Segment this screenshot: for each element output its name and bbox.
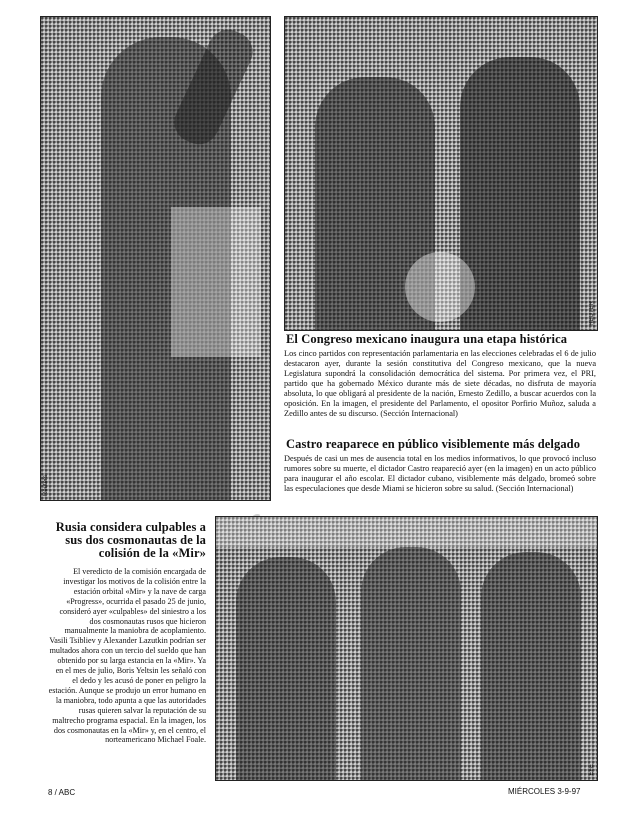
photo-castro [40, 16, 271, 501]
body-rusia: El veredicto de la comisión encargada de investigar los motivos de la colisión entre la estación orbital «Mir» y la nave de carga «Progress», ocurrida el pasado 25 de junio, consideró ayer «culpables» del siniestro a los dos cosmonautas rusos que hicieron manualmente la maniobra de acoplamiento. Vasili Tsibliev y Alexander Lazutkin podrían ser multados ahora con un tercio del sueldo que han obtenido por su larga estancia en la «Mir». Ya en el mes de julio, Boris Yeltsin les señaló con el dedo y les acusó de poner en peligro la estación. Aunque se produjo un error humano en la maniobra, todo apunta a que las autoridades rusas quieren salvar la reputación de su maltrecho programa espacial. En la imagen, los dos cosmonautas en la «Mir» y, en el centro, el norteamericano Michael Foale. [48, 567, 206, 745]
photo-cosmonautas [215, 516, 598, 781]
page-number: 8 / ABC [48, 788, 76, 797]
photo-cosmonauta-1 [236, 557, 336, 781]
photo-congreso-credit: REUTER [589, 301, 595, 326]
headline-congreso: El Congreso mexicano inaugura una etapa histórica [286, 332, 568, 346]
photo-congreso [284, 16, 598, 331]
headline-rusia: Rusia considera culpables a sus dos cosmonautas de la colisión de la «Mir» [55, 520, 206, 560]
photo-cosmonautas-panel [216, 517, 597, 547]
photo-congreso-person-right [460, 57, 580, 331]
photo-castro-background-panel [171, 207, 261, 357]
body-castro: Después de casi un mes de ausencia total en los medios informativos, lo que provocó incluso rumores sobre su muerte, el dictador Castro reapareció ayer (en la imagen) en un acto público para inaugurar el año escolar. El dictador cubano, visiblemente más delgado, bromeó sobre las especulaciones que desde Miami se hicieron sobre su salud. (Sección Internacional) [284, 454, 596, 493]
photo-castro-credit: Reuters [43, 474, 49, 496]
photo-cosmonautas-credit: EFE [589, 764, 595, 776]
headline-castro: Castro reaparece en público visiblemente más delgado [286, 437, 581, 451]
body-congreso: Los cinco partidos con representación parlamentaria en las elecciones celebradas el 6 de julio destacaron ayer, durante la sesión constitutiva del Congreso mexicano, que la nueva Legislatura supondrá la consolidación democrática del sistema. Por primera vez, el PRI, partido que ha gobernado México durante más de siete décadas, no disfruta de mayoría absoluta, lo que obligará al presidente de la nación, Ernesto Zedillo, a buscar acuerdos con la oposición. En la imagen, el presidente del Parlamento, el opositor Porfirio Muñoz, saluda a Zedillo antes de su discurso. (Sección Internacional) [284, 349, 596, 418]
photo-cosmonauta-3 [481, 552, 581, 781]
page-date: MIÉRCOLES 3-9-97 [508, 787, 581, 796]
photo-cosmonauta-2 [361, 547, 461, 781]
photo-congreso-emblem [405, 252, 475, 322]
